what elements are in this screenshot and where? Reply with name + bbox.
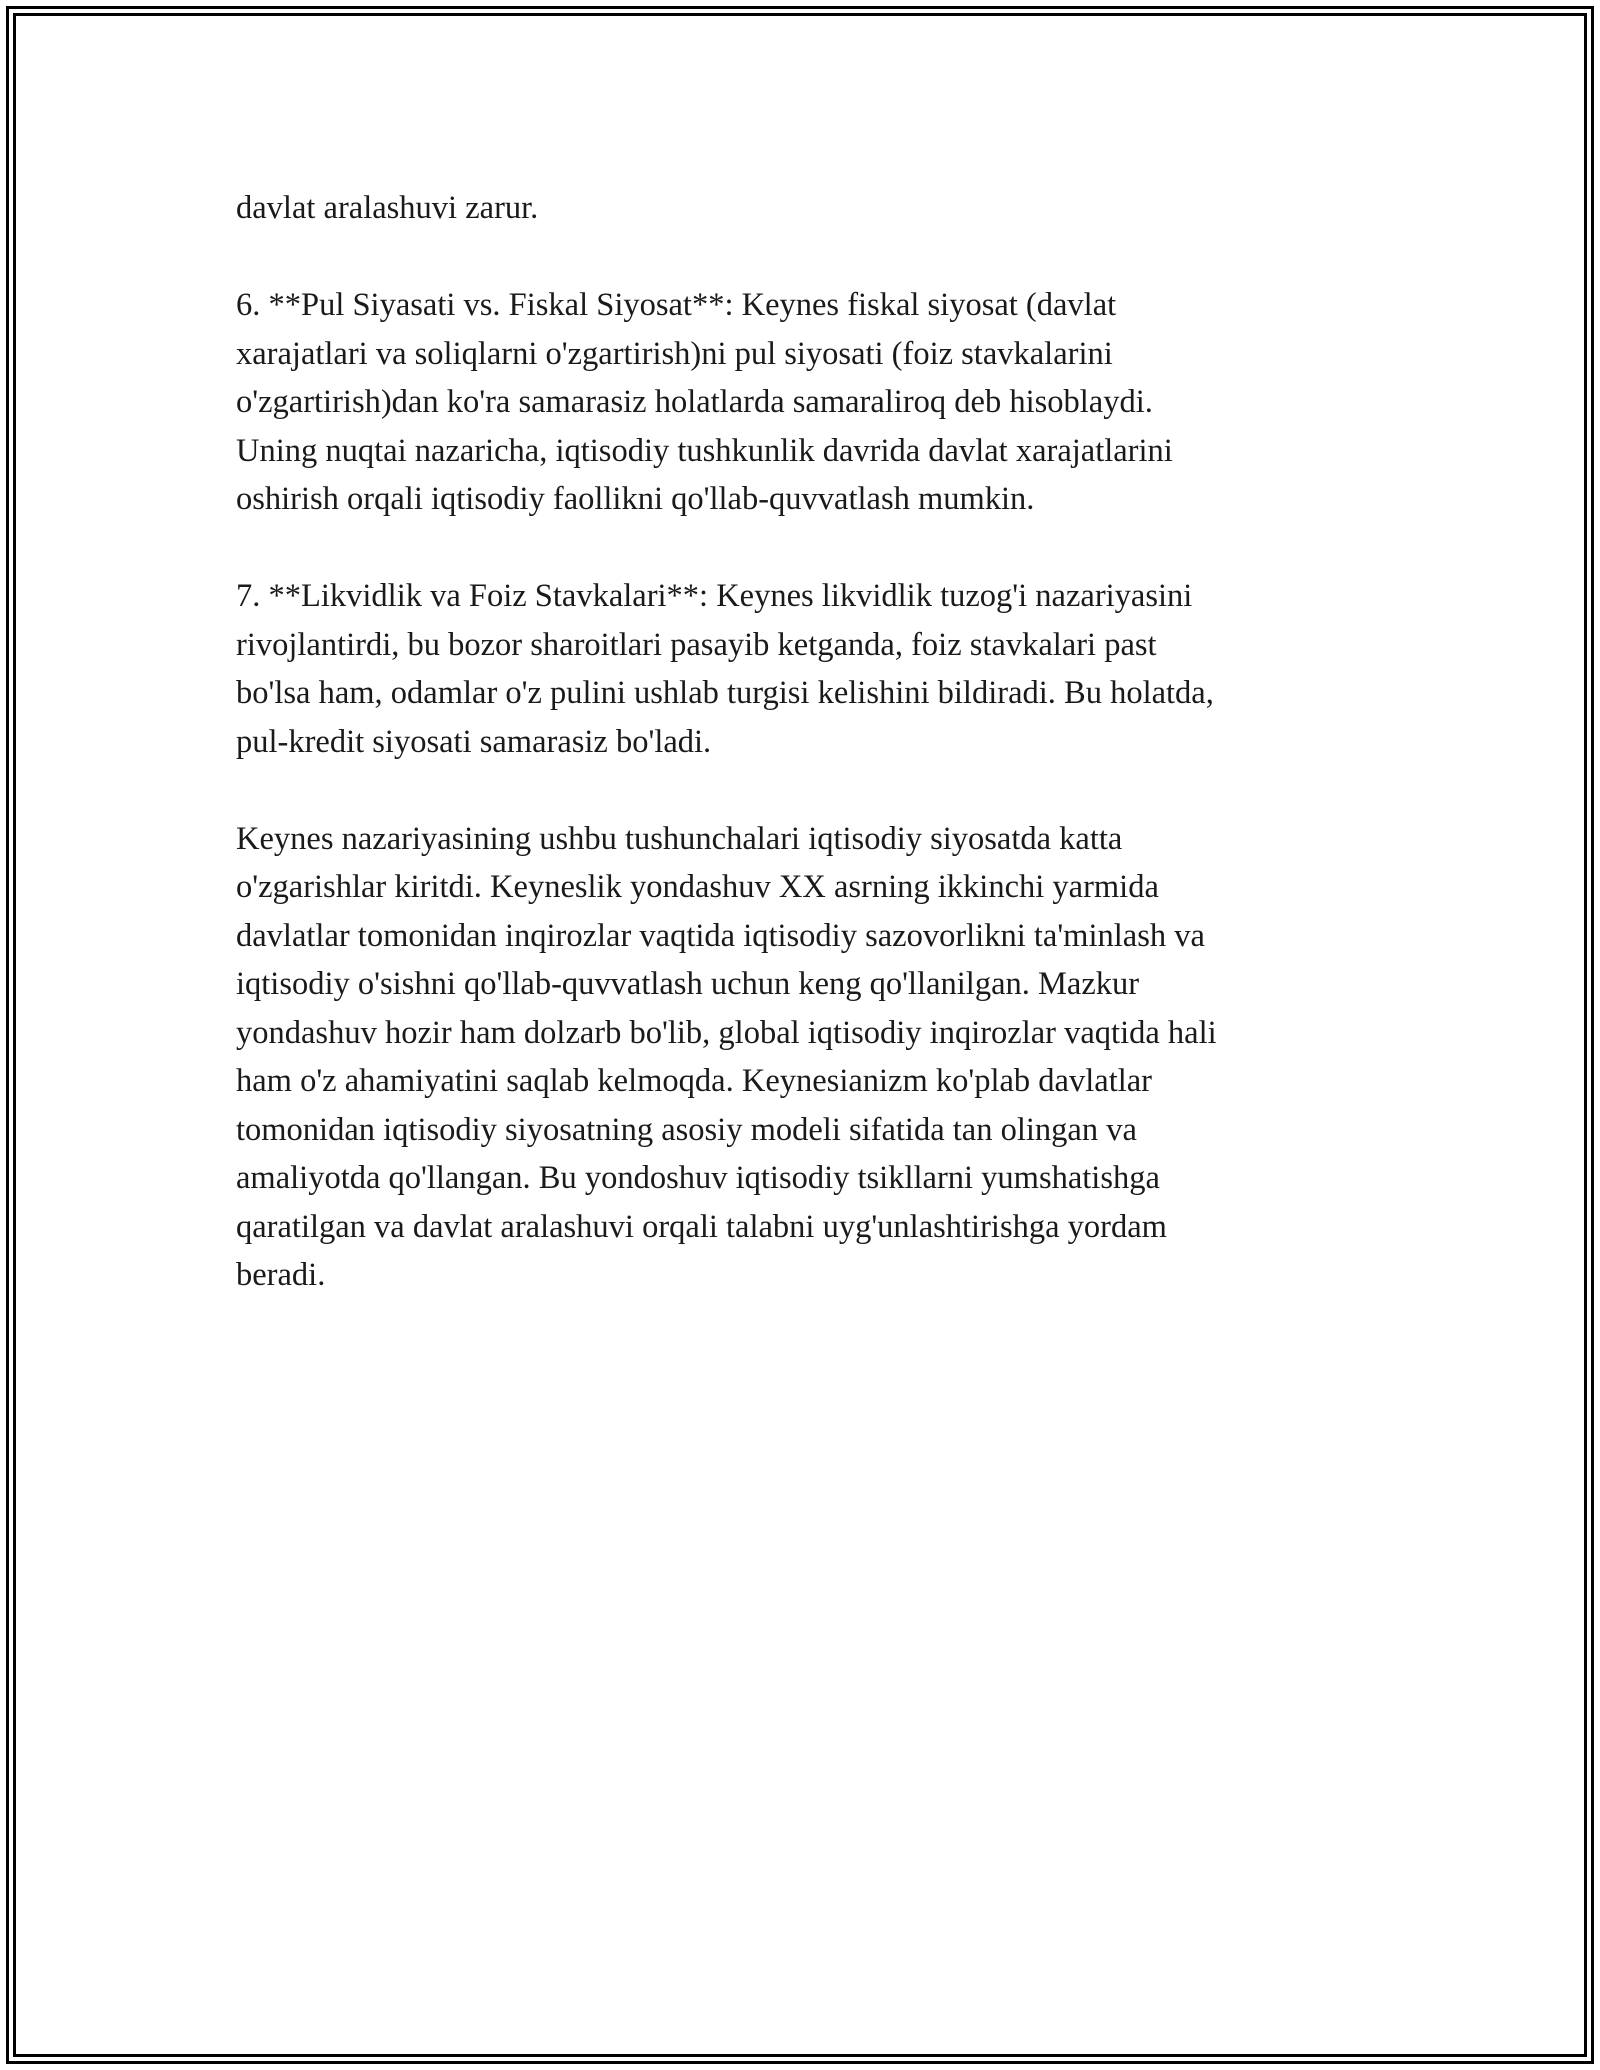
- document-body: [236, 184, 1356, 1300]
- paragraph-item-7: 7. **Likvidlik va Foiz Stavkalari**: Keynes likvidlik tuzog'i nazariyasini rivojlantirdi, bu bozor sharoitlari pasayib ketganda, foiz stavkalari past bo'lsa ham, odamlar o'z pulini ushlab turgisi kelishini bildiradi. Bu holatda, pul-kredit siyosati samarasiz bo'ladi.: [236, 578, 1214, 760]
- paragraph-continuation: davlat aralashuvi zarur.: [236, 190, 539, 226]
- paragraph-conclusion: Keynes nazariyasining ushbu tushunchalari iqtisodiy siyosatda katta o'zgarishlar kiritdi. Keyneslik yondashuv XX asrning ikkinchi yarmida davlatlar tomonidan inqirozlar vaqtida iqtisodiy sazovorlikni ta'minlash va iqtisodiy o'sishni qo'llab-quvvatlash uchun keng qo'llanilgan. Mazkur yondashuv hozir ham dolzarb bo'lib, global iqtisodiy inqirozlar vaqtida hali ham o'z ahamiyatini saqlab kelmoqda. Keynesianizm ko'plab davlatlar tomonidan iqtisodiy siyosatning asosiy modeli sifatida tan olingan va amaliyotda qo'llangan. Bu yondoshuv iqtisodiy tsikllarni yumshatishga qaratilgan va davlat aralashuvi orqali talabni uyg'unlashtirishga yordam beradi.: [236, 820, 1217, 1293]
- paragraph-item-6: 6. **Pul Siyasati vs. Fiskal Siyosat**: Keynes fiskal siyosat (davlat xarajatlari va soliqlarni o'zgartirish)ni pul siyosati (foiz stavkalarini o'zgartirish)dan ko'ra samarasiz holatlarda samaraliroq deb hisoblaydi. Uning nuqtai nazaricha, iqtisodiy tushkunlik davrida davlat xarajatlarini oshirish orqali iqtisodiy faollikni qo'llab-quvvatlash mumkin.: [236, 287, 1173, 517]
